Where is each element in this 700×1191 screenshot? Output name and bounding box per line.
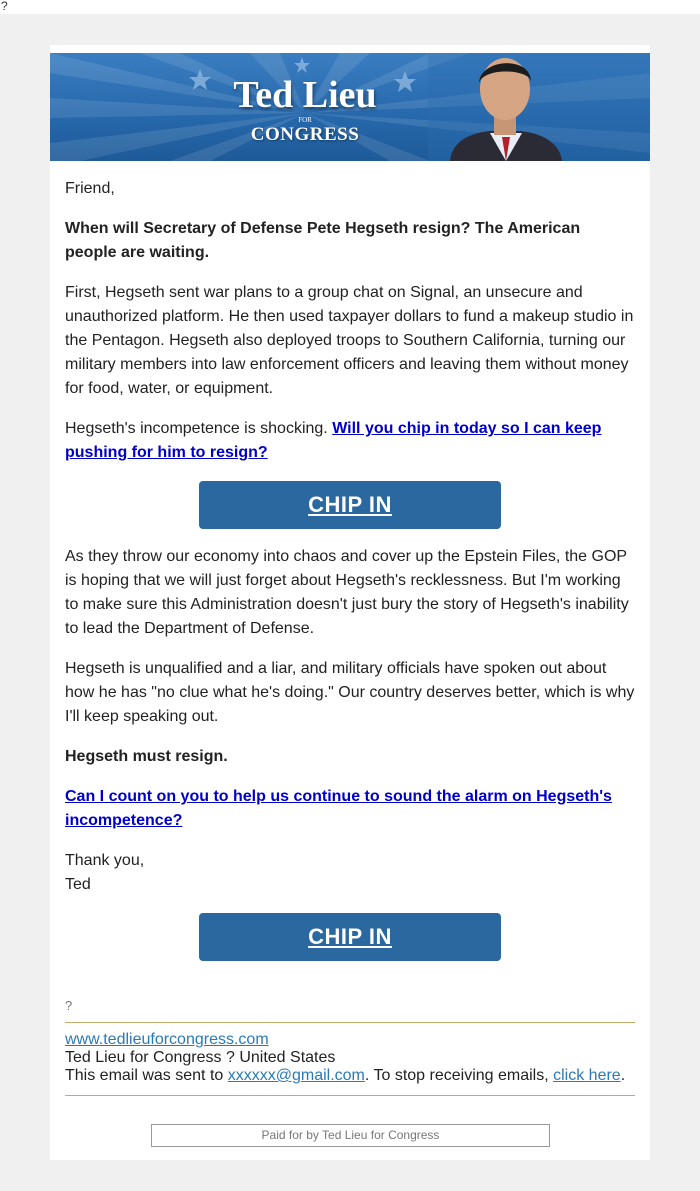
broken-image-mark: ?	[1, 0, 8, 13]
sent-middle: . To stop receiving emails,	[364, 1067, 554, 1084]
paragraph-2-text: Hegseth's incompetence is shocking.	[65, 420, 333, 437]
signoff	[65, 849, 635, 897]
paragraph-1: First, Hegseth sent war plans to a group chat on Signal, an unsecure and unauthorized platform. He then used taxpayer dollars to fund a makeup studio in the Pentagon. Hegseth also deployed troops to Southern California, turning our military members into law enforcement officers and leaving them without money for food, water, or equipment.	[65, 284, 634, 397]
button-row-2	[65, 913, 635, 961]
header-banner	[50, 53, 650, 161]
headline: When will Secretary of Defense Pete Hegseth resign? The American people are waiting.	[65, 220, 581, 261]
banner-title: Ted Lieu	[233, 74, 377, 116]
paid-for-disclaimer: Paid for by Ted Lieu for Congress	[151, 1124, 550, 1147]
chip-in-button-1[interactable]: CHIP IN	[199, 481, 501, 529]
unsubscribe-link[interactable]: click here	[553, 1067, 621, 1084]
chip-in-button-2[interactable]: CHIP IN	[199, 913, 501, 961]
sound-alarm-link[interactable]: Can I count on you to help us continue to sound the alarm on Hegseth's incompetence?	[65, 788, 612, 829]
candidate-portrait	[428, 53, 650, 161]
footer-broken-mark: ?	[65, 998, 73, 1013]
footer-info	[65, 1023, 635, 1095]
top-strip	[0, 0, 700, 14]
email-card	[50, 45, 650, 1160]
recipient-email-link[interactable]: xxxxxx@gmail.com	[227, 1067, 365, 1084]
website-link[interactable]: www.tedlieuforcongress.com	[65, 1031, 269, 1048]
thanks-line: Thank you,	[65, 852, 145, 869]
banner-congress: CONGRESS	[250, 124, 360, 145]
greeting: Friend,	[65, 180, 115, 197]
button-row-1	[65, 481, 635, 529]
paragraph-link-2	[65, 785, 635, 833]
chip-in-link-1[interactable]: Will you chip in today so I can keep pushing for him to resign?	[65, 420, 602, 461]
email-footer	[65, 997, 635, 1096]
paragraph-2	[65, 417, 635, 465]
email-body	[65, 177, 635, 977]
org-line: Ted Lieu for Congress ? United States	[65, 1049, 336, 1066]
sent-prefix: This email was sent to	[65, 1067, 228, 1084]
sent-to-line	[65, 1067, 635, 1085]
banner-for: FOR	[298, 116, 312, 124]
must-resign-line: Hegseth must resign.	[65, 748, 228, 765]
paragraph-4: Hegseth is unqualified and a liar, and military officials have spoken out about how he has "no clue what he's doing." Our country deserves better, which is why I'll keep speaking out.	[65, 660, 635, 725]
sent-suffix: .	[620, 1067, 626, 1084]
footer-divider-bottom	[65, 1095, 635, 1096]
signature: Ted	[65, 876, 91, 893]
paragraph-3: As they throw our economy into chaos and cover up the Epstein Files, the GOP is hoping that we will just forget about Hegseth's recklessness. But I'm working to make sure this Administration doesn't just bury the story of Hegseth's inability to lead the Department of Defense.	[65, 548, 629, 637]
